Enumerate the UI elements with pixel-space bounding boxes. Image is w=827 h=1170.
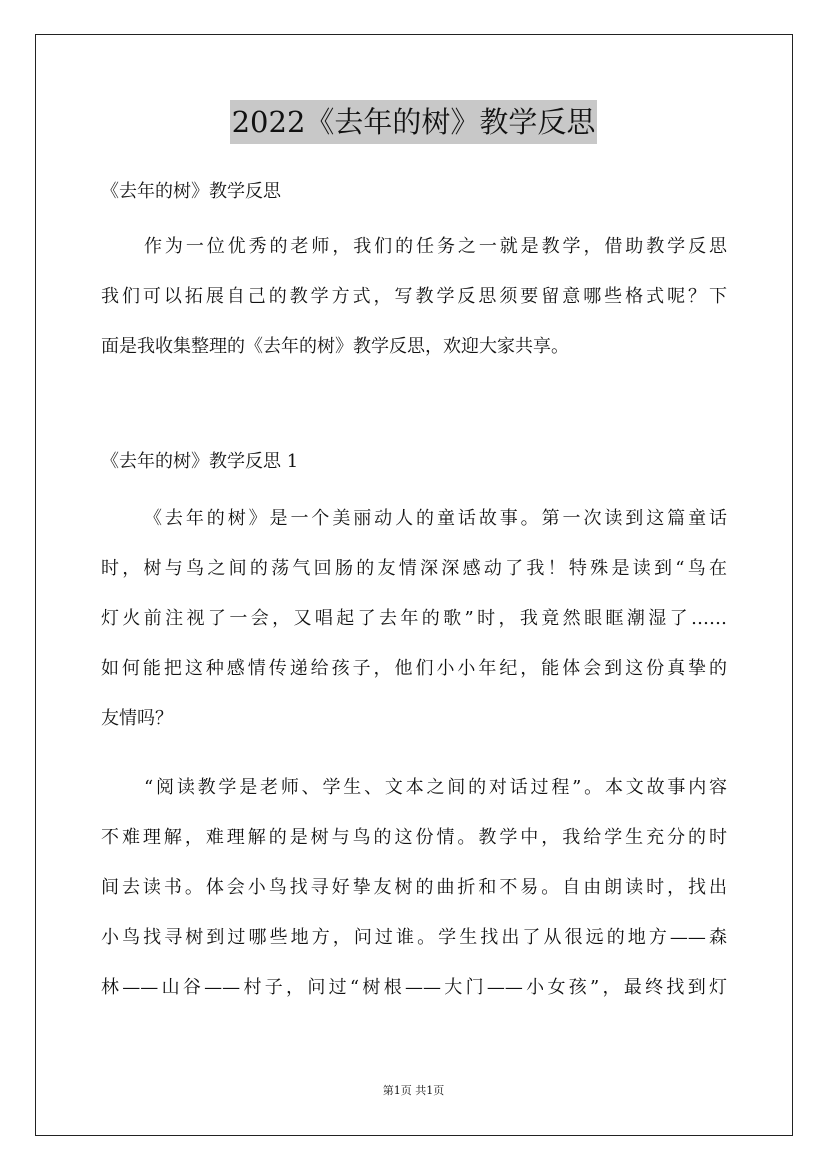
subtitle-block <box>101 167 727 217</box>
paragraph-line: “阅读教学是老师、学生、文本之间的对话过程”。本文故事内容 <box>144 777 727 798</box>
paragraph-line: 灯火前注视了一会，又唱起了去年的歌”时，我竟然眼眶潮湿了…… <box>101 608 727 629</box>
paragraph-line: 友情吗？ <box>101 708 173 729</box>
paragraph-line: 不难理解，难理解的是树与鸟的这份情。教学中，我给学生充分的时 <box>101 827 727 848</box>
paragraph-line: 时，树与鸟之间的荡气回肠的友情深深感动了我！特殊是读到“鸟在 <box>101 558 727 579</box>
intro-paragraph <box>101 222 727 372</box>
paragraph-line: 间去读书。体会小鸟找寻好挚友树的曲折和不易。自由朗读时，找出 <box>101 877 727 898</box>
paragraph-line: 如何能把这种感情传递给孩子，他们小小年纪，能体会到这份真挚的 <box>101 658 727 679</box>
section1-paragraph-2 <box>101 763 727 1013</box>
section-heading: 《去年的树》教学反思 1 <box>101 451 299 472</box>
title-container <box>0 100 827 144</box>
page-number: 第1页 共1页 <box>382 1084 445 1097</box>
paragraph-line: 林——山谷——村子，问过“树根——大门——小女孩”，最终找到灯 <box>101 977 727 998</box>
paragraph-line: 面是我收集整理的《去年的树》教学反思，欢迎大家共享。 <box>101 336 569 357</box>
page-footer <box>0 1084 827 1098</box>
document-subtitle: 《去年的树》教学反思 <box>101 181 281 202</box>
paragraph-line: 《去年的树》是一个美丽动人的童话故事。第一次读到这篇童话 <box>144 508 727 529</box>
section1-paragraph-1 <box>101 494 727 744</box>
paragraph-line: 作为一位优秀的老师，我们的任务之一就是教学，借助教学反思 <box>144 236 727 257</box>
section-heading-block <box>101 437 727 487</box>
paragraph-line: 我们可以拓展自己的教学方式，写教学反思须要留意哪些格式呢？下 <box>101 286 727 307</box>
paragraph-line: 小鸟找寻树到过哪些地方，问过谁。学生找出了从很远的地方——森 <box>101 927 727 948</box>
document-title: 2022《去年的树》教学反思 <box>230 100 598 144</box>
